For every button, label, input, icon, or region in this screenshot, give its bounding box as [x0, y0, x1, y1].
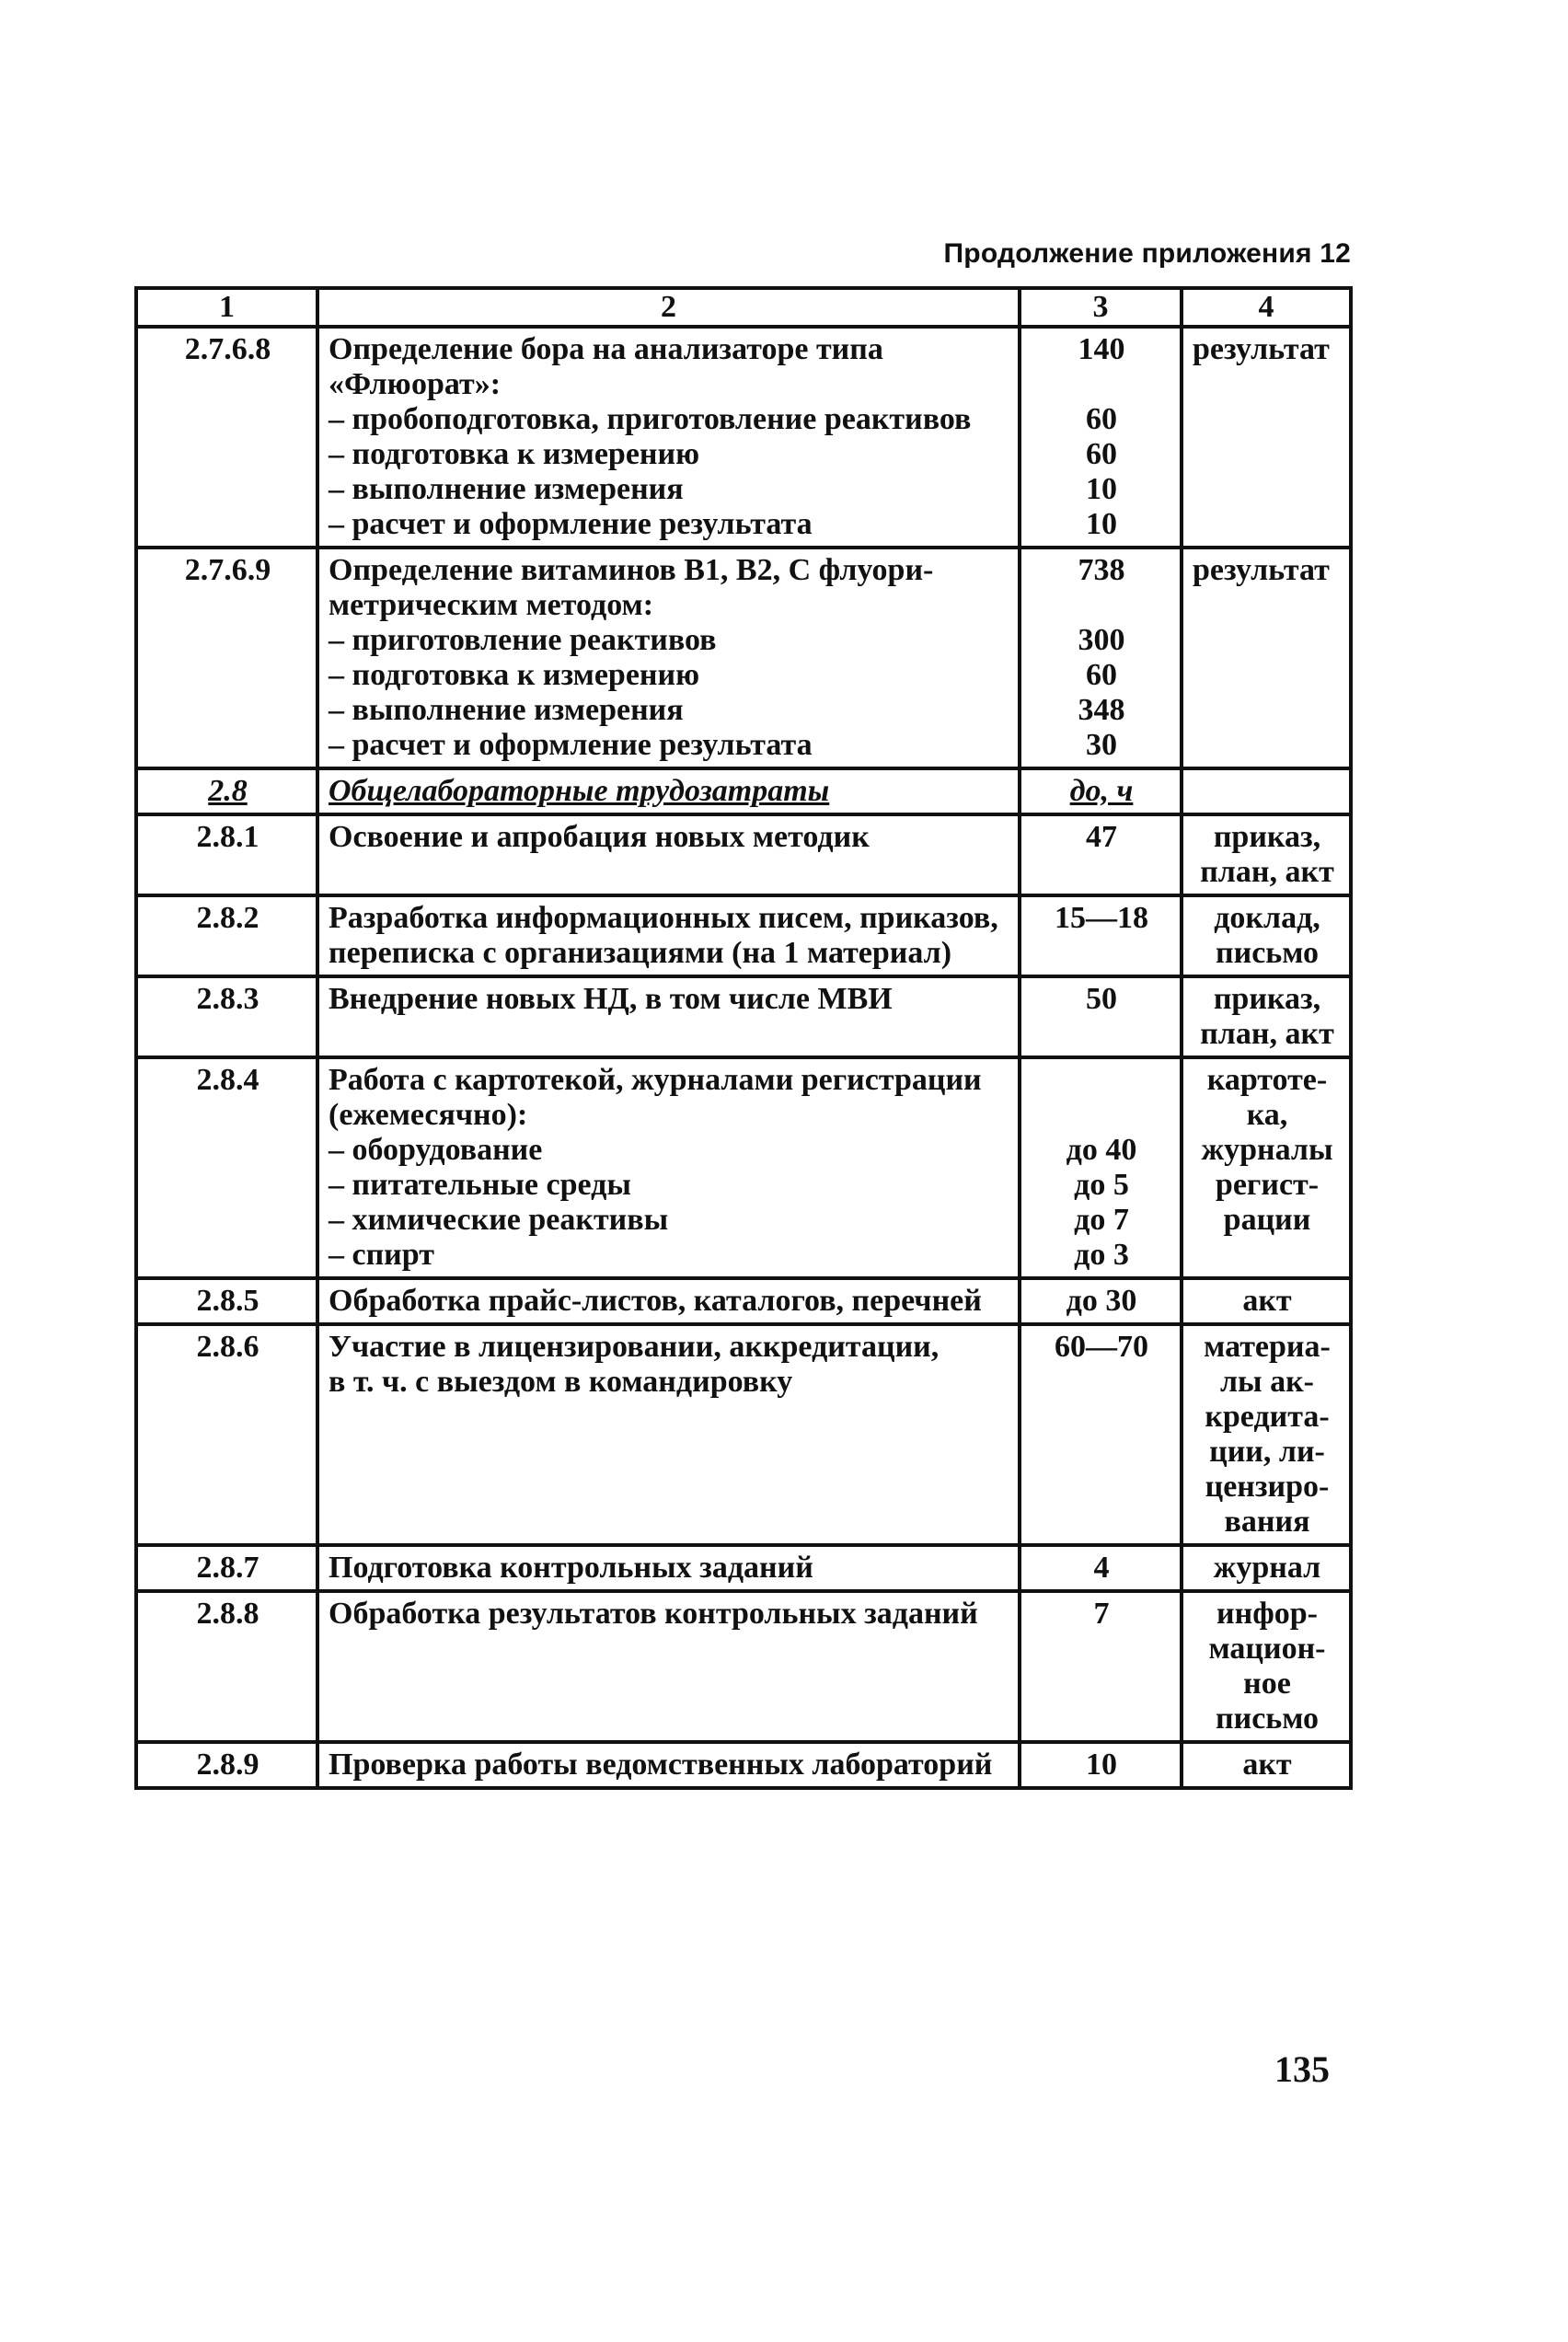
- table-row: [136, 1591, 1351, 1742]
- item-value: [1020, 895, 1182, 976]
- document-line: результат: [1193, 332, 1330, 366]
- item-number-text: 2.8.9: [196, 1748, 259, 1782]
- table-row: [136, 895, 1351, 976]
- table-row: [136, 548, 1351, 768]
- value-line: [1031, 1063, 1172, 1098]
- description-line: – питательные среды: [329, 1168, 631, 1202]
- item-number-text: 2.8.1: [196, 820, 259, 854]
- item-description: [317, 895, 1020, 976]
- value-line: 60: [1086, 658, 1117, 692]
- header-row: [136, 288, 1351, 327]
- table-row: [136, 1742, 1351, 1788]
- table-row: [136, 1057, 1351, 1278]
- value-line: до, ч: [1069, 774, 1134, 808]
- document-line: лы ак-: [1219, 1365, 1315, 1399]
- description-line: переписка с организациями (на 1 материал): [329, 936, 952, 970]
- table-row: [136, 1278, 1351, 1324]
- value-line: 140: [1078, 332, 1125, 366]
- item-number-text: 2.8.8: [196, 1597, 259, 1631]
- value-line: 300: [1078, 623, 1125, 657]
- item-number: [136, 548, 317, 768]
- item-number: [136, 327, 317, 548]
- header-cell-1: 1: [136, 288, 317, 327]
- table-row: [136, 814, 1351, 895]
- table-caption: Продолжение приложения 12: [943, 238, 1351, 269]
- description-line: Внедрение новых НД, в том числе МВИ: [329, 982, 893, 1016]
- item-number-text: 2.7.6.8: [184, 332, 271, 366]
- item-number: [136, 895, 317, 976]
- item-number-text: 2.8.2: [196, 901, 259, 935]
- item-description: [317, 327, 1020, 548]
- description-line: – химические реактивы: [329, 1203, 669, 1237]
- value-line: [1031, 1098, 1172, 1133]
- item-description: [317, 1057, 1020, 1278]
- item-value: [1020, 1545, 1182, 1591]
- description-line: Обработка прайс-листов, каталогов, перечней: [329, 1284, 982, 1318]
- document-line: материа-: [1204, 1330, 1331, 1364]
- value-line: 10: [1086, 1748, 1117, 1782]
- item-number-text: 2.7.6.9: [184, 553, 271, 587]
- value-line: [1031, 588, 1172, 623]
- item-number: [136, 1591, 317, 1742]
- item-document: [1182, 1545, 1351, 1591]
- item-description: [317, 976, 1020, 1057]
- document-line: цензиро-: [1205, 1470, 1330, 1504]
- value-line: 10: [1086, 472, 1117, 506]
- page-number: 135: [1274, 2048, 1330, 2090]
- description-line: «Флюорат»:: [329, 367, 502, 401]
- item-number-text: 2.8.7: [196, 1551, 259, 1585]
- item-document: [1182, 548, 1351, 768]
- document-line: ное: [1243, 1667, 1291, 1701]
- item-description: [317, 548, 1020, 768]
- description-line: Работа с картотекой, журналами регистрации: [329, 1063, 982, 1097]
- document-line: план, акт: [1200, 1017, 1334, 1051]
- item-value: [1020, 1742, 1182, 1788]
- document-line: инфор-: [1216, 1597, 1318, 1631]
- description-line: – приготовление реактивов: [329, 623, 717, 657]
- item-value: [1020, 1324, 1182, 1545]
- value-line: 47: [1086, 820, 1117, 854]
- document-line: ка,: [1246, 1098, 1288, 1132]
- document-line: мацион-: [1208, 1632, 1326, 1666]
- document-line: журналы: [1201, 1133, 1333, 1167]
- document-line: рации: [1223, 1203, 1311, 1237]
- description-line: Освоение и апробация новых методик: [329, 820, 870, 854]
- item-number-text: 2.8: [208, 774, 248, 808]
- description-line: Проверка работы ведомственных лабораторий: [329, 1748, 993, 1782]
- description-line: в т. ч. с выездом в командировку: [329, 1365, 793, 1399]
- header-cell-3: 3: [1020, 288, 1182, 327]
- value-line: 60: [1086, 402, 1117, 436]
- item-value: [1020, 1278, 1182, 1324]
- document-line: вания: [1224, 1505, 1310, 1539]
- header-cell-2: 2: [317, 288, 1020, 327]
- value-line: 7: [1093, 1597, 1110, 1631]
- document-line: письмо: [1216, 1702, 1319, 1736]
- description-line: Определение витаминов В1, В2, С флуори-: [329, 553, 934, 587]
- item-description: [317, 1278, 1020, 1324]
- description-line: Обработка результатов контрольных заданий: [329, 1597, 978, 1631]
- item-number: [136, 1057, 317, 1278]
- item-description: [317, 768, 1020, 814]
- item-number: [136, 1545, 317, 1591]
- item-document: [1182, 327, 1351, 548]
- item-number: [136, 1278, 317, 1324]
- item-description: [317, 1324, 1020, 1545]
- item-number: [136, 814, 317, 895]
- value-line: до 3: [1074, 1238, 1129, 1272]
- document-line: письмо: [1216, 936, 1319, 970]
- description-line: – подготовка к измерению: [329, 658, 700, 692]
- item-number: [136, 1742, 317, 1788]
- item-value: [1020, 327, 1182, 548]
- document-line: кредита-: [1205, 1400, 1330, 1434]
- value-line: до 30: [1066, 1284, 1137, 1318]
- value-line: 738: [1078, 553, 1125, 587]
- item-value: [1020, 1057, 1182, 1278]
- value-line: до 7: [1074, 1203, 1129, 1237]
- item-description: [317, 1545, 1020, 1591]
- item-document: [1182, 1057, 1351, 1278]
- document-line: план, акт: [1200, 855, 1334, 889]
- description-line: – выполнение измерения: [329, 693, 684, 727]
- item-value: [1020, 976, 1182, 1057]
- document-line: журнал: [1213, 1551, 1321, 1585]
- description-line: – расчет и оформление результата: [329, 728, 813, 762]
- item-number: [136, 976, 317, 1057]
- item-number-text: 2.8.4: [196, 1063, 259, 1097]
- description-line: Подготовка контрольных заданий: [329, 1551, 813, 1585]
- item-document: [1182, 976, 1351, 1057]
- document-line: результат: [1193, 553, 1330, 587]
- item-document: [1182, 1742, 1351, 1788]
- header-cell-4: 4: [1182, 288, 1351, 327]
- table-row: [136, 976, 1351, 1057]
- table-row: [136, 1324, 1351, 1545]
- value-line: 15—18: [1055, 901, 1148, 935]
- item-value: [1020, 814, 1182, 895]
- value-line: 348: [1078, 693, 1125, 727]
- item-number: [136, 768, 317, 814]
- item-document: [1182, 814, 1351, 895]
- description-line: Определение бора на анализаторе типа: [329, 332, 883, 366]
- item-number-text: 2.8.3: [196, 982, 259, 1016]
- table-row: [136, 768, 1351, 814]
- value-line: 4: [1093, 1551, 1110, 1585]
- norms-table: [134, 286, 1353, 1790]
- description-line: Общелабораторные трудозатраты: [329, 774, 830, 808]
- item-value: [1020, 768, 1182, 814]
- table-row: [136, 327, 1351, 548]
- value-line: [1031, 367, 1172, 402]
- item-document: [1182, 1591, 1351, 1742]
- description-line: – расчет и оформление результата: [329, 507, 813, 541]
- item-description: [317, 1591, 1020, 1742]
- item-document: [1182, 895, 1351, 976]
- description-line: – оборудование: [329, 1133, 543, 1167]
- value-line: 10: [1086, 507, 1117, 541]
- item-number-text: 2.8.6: [196, 1330, 259, 1364]
- document-line: приказ,: [1213, 982, 1321, 1016]
- item-number-text: 2.8.5: [196, 1284, 259, 1318]
- description-line: – спирт: [329, 1238, 434, 1272]
- value-line: до 40: [1066, 1133, 1137, 1167]
- description-line: метрическим методом:: [329, 588, 654, 622]
- description-line: – подготовка к измерению: [329, 437, 700, 471]
- document-line: ции, ли-: [1209, 1435, 1325, 1469]
- value-line: 30: [1086, 728, 1117, 762]
- item-value: [1020, 548, 1182, 768]
- document-line: приказ,: [1213, 820, 1321, 854]
- value-line: 60—70: [1055, 1330, 1148, 1364]
- value-line: 50: [1086, 982, 1117, 1016]
- value-line: 60: [1086, 437, 1117, 471]
- document-line: регист-: [1215, 1168, 1320, 1202]
- description-line: – выполнение измерения: [329, 472, 684, 506]
- document-line: картоте-: [1206, 1063, 1328, 1097]
- table-body: [136, 288, 1351, 1788]
- document-line: акт: [1242, 1284, 1292, 1318]
- item-description: [317, 814, 1020, 895]
- item-document: [1182, 1324, 1351, 1545]
- item-number: [136, 1324, 317, 1545]
- item-document: [1182, 768, 1351, 814]
- document-line: доклад,: [1214, 901, 1320, 935]
- description-line: (ежемесячно):: [329, 1098, 528, 1132]
- value-line: до 5: [1074, 1168, 1129, 1202]
- description-line: Участие в лицензировании, аккредитации,: [329, 1330, 940, 1364]
- description-line: Разработка информационных писем, приказов,: [329, 901, 998, 935]
- document-line: акт: [1242, 1748, 1292, 1782]
- item-document: [1182, 1278, 1351, 1324]
- table-row: [136, 1545, 1351, 1591]
- item-description: [317, 1742, 1020, 1788]
- item-value: [1020, 1591, 1182, 1742]
- description-line: – пробоподготовка, приготовление реактивов: [329, 402, 972, 436]
